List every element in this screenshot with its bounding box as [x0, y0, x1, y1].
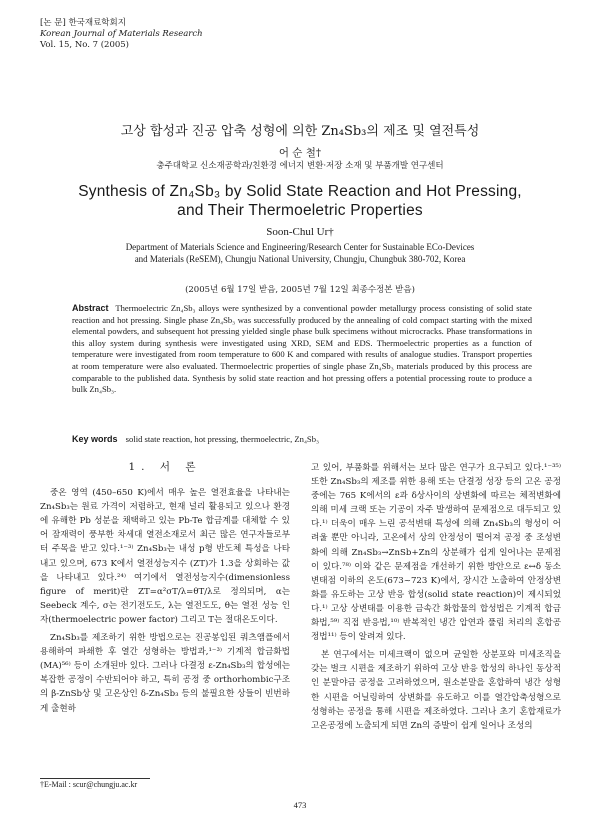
affiliation-english-line1: Department of Materials Science and Engineering/Research Center for Sustainable ECo-Devices — [125, 242, 475, 252]
right-paragraph-2: 본 연구에서는 미세크랙이 없으며 균일한 상분포와 미세조직을 갖는 벌크 시편을 제조하기 위하여 고상 반응 합성의 하나인 동상적인 분말야금 공정을 고려하였으며, 원소분말을 혼합하여 냉간 성형한 시편을 어닐링하여 상변화를 유도하고 이를 열간압축성형으로 성형하는 공정을 통해 시편을 제조하였다. 그러나 초기 혼합재료가 고온공정에 노출되게 되면 Zn의 증발이 쉽게 일어나 조성의 — [311, 650, 561, 731]
keywords-text: solid state reaction, hot pressing, thermoelectric, Zn₄Sb₃ — [125, 434, 320, 444]
section-heading-introduction: 1. 서 론 — [128, 461, 202, 473]
author-english: Soon-Chul Ur† — [266, 226, 334, 238]
journal-line-en: Korean Journal of Materials Research — [40, 29, 203, 39]
keywords — [72, 434, 532, 444]
affiliation-korean: 충주대학교 신소재공학과/친환경 에너지 변환·저장 소재 및 부품개발 연구센터 — [156, 161, 444, 171]
left-paragraph-1: 중온 영역 (450–650 K)에서 매우 높은 열전효율을 나타내는 Zn₄Sb₃는 원료 가격이 저렴하고, 현재 널리 활용되고 있으나 환경에 유해한 Pb 성분을 채택하고 있는 Pb-Te 합금계를 대체할 수 있어 잠재력이 풍부한 차세대 열전소재로서 최근 많은 연구자들로부터 주목을 받고 있다.¹⁻³⁾ Zn₄Sb₃는 내성 p형 반도체 특성을 나타내고 있으며, 673 K에서 열전성능지수 (ZT)가 1.3을 상회하는 값을 나타내고 있다.²⁴⁾ 여기에서 열전성능지수(dimensionless figure of merit)란 ZT=α²σT/λ=θT/λ로 정의되며, α는 Seebeck 계수, σ는 전기전도도, λ는 열전도도, θ는 열전 성능 인자(thermoelectric power factor) 그리고 T는 절대온도이다. — [40, 488, 290, 625]
title-english-line2: and Their Thermoeletric Properties — [177, 202, 423, 219]
journal-header — [40, 18, 203, 51]
journal-volume: Vol. 15, No. 7 (2005) — [40, 40, 130, 50]
footnote-email: †E-Mail : scur@chungju.ac.kr — [40, 780, 138, 789]
affiliation-english — [70, 241, 530, 265]
abstract-label: Abstract — [72, 303, 109, 313]
left-paragraph-2: Zn₄Sb₃를 제조하기 위한 방법으로는 진공봉입된 쿼츠앰플에서 용해하여 파쇄한 후 열간 성형하는 방법과,¹⁻³⁾ 기계적 합금화법(MA)⁵⁶⁾ 등이 소개된바 있다. 그러나 다결정 ε-Zn₄Sb₃의 합성에는 복잡한 공정이 수반되어야 하고, 특히 공정 중 orthorhombic구조의 β-ZnSb상 및 고온상인 δ-Zn₄Sb₃ 등의 불필요한 상들이 빈번하게 출현하 — [40, 633, 290, 714]
affiliation-english-line2: and Materials (ReSEM), Chungju National University, Chungju, Chungbuk 380-702, Korea — [134, 254, 466, 264]
left-column — [40, 452, 290, 716]
page-number: 473 — [293, 800, 307, 810]
author-korean: 어 순 철† — [278, 147, 322, 159]
title-english — [0, 182, 600, 220]
title-english-line1: Synthesis of Zn₄Sb₃ by Solid State Reaction and Hot Pressing, — [78, 183, 522, 200]
abstract — [72, 303, 532, 396]
footnote-rule — [40, 778, 150, 779]
received-dates: (2005년 6월 17일 받음, 2005년 7월 12일 최종수정본 받음) — [185, 285, 415, 295]
right-paragraph-1: 고 있어, 부품화를 위해서는 보다 많은 연구가 요구되고 있다.¹⁻³⁵⁾ 또한 Zn₄Sb₃의 제조를 위한 용해 또는 단결정 성장 등의 고온 공정 중에는 765 K에서의 ε과 δ상사이의 상변화에 따르는 체적변화에 의해 미세 크랙 또는 기공이 자주 발생하여 문제점으로 대두되고 있다.¹⁾ 더욱이 매우 느린 공석변태 특성에 의해 Zn₄Sb₃의 형성이 어려울 뿐만 아니라, 고온에서 상의 안정성이 떨어져 공정 중 조성변화에 의해 Zn₄Sb₃→ZnSb+Zn의 상분해가 쉽게 일어나는 문제점이 있다.⁷⁸⁾ 이와 같은 문제점을 개선하기 위한 방안으로 ε↔δ 동소변태점 이하의 온도(673~723 K)에서, 장시간 노출하여 안정상변화를 유도하는 고상 반응 합성(solid state reaction)이 제시되었다.¹⁾ 고상 상변태를 이용한 금속간 화합물의 합성법은 기계적 합금화법,⁵⁹⁾ 직접 반응법,¹⁰⁾ 반복적인 냉간 압연과 풀림 처리의 혼합공정법¹¹⁾ 등이 알려져 있다. — [311, 463, 561, 643]
title-korean: 고상 합성과 진공 압축 성형에 의한 Zn₄Sb₃의 제조 및 열전특성 — [120, 124, 480, 139]
right-column — [311, 461, 561, 733]
keywords-label: Key words — [72, 434, 118, 444]
journal-line-ko: [논 문] 한국재료학회지 — [40, 18, 126, 28]
abstract-text: Thermoelectric Zn₄Sb₃ alloys were synthesized by a conventional powder metallurgy process consisting of solid state reaction and hot pressing. Single phase Zn₄Sb₃ was successfully produced by the annealing of cold compact starting with the mixed elemental powders, and subsequent hot pressing yielded single phase bulk specimens without microcracks. Phase transformations in this alloy system during synthesis were investigated using XRD, SEM and EDS. Thermoelectric properties as a function of temperature were investigated from room temperature to 600 K and compared with results of analogue studies. Transport properties at room temperature were also evaluated. Thermoelectric properties of single phase Zn₄Sb₃ materials produced by this process are comparable to the published data. Synthesis by solid state reaction and hot pressing offers a potential processing route to produce a bulk Zn₄Sb₃. — [72, 303, 532, 395]
